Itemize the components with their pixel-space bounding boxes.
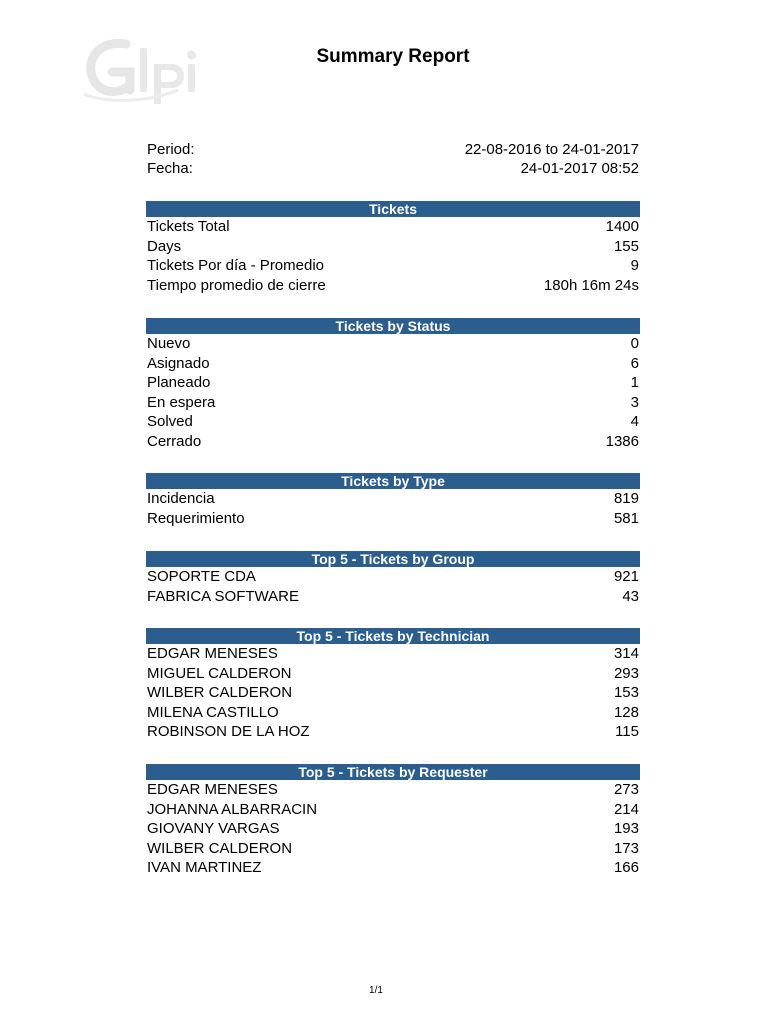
row-value: 314 xyxy=(613,645,639,662)
fecha-row xyxy=(147,159,639,179)
row-label: WILBER CALDERON xyxy=(147,684,293,701)
section-tickets-by-requester xyxy=(146,764,640,878)
row-label: FABRICA SOFTWARE xyxy=(147,587,299,605)
row-value: 921 xyxy=(613,568,639,585)
row-value: 43 xyxy=(622,587,639,605)
row-label: SOPORTE CDA xyxy=(147,568,256,585)
table-row xyxy=(146,276,640,296)
row-value: 819 xyxy=(613,490,639,507)
table-row xyxy=(146,703,640,723)
row-label: Incidencia xyxy=(147,490,215,507)
section-header: Top 5 - Tickets by Group xyxy=(146,551,640,567)
table-row xyxy=(146,489,640,509)
row-label: Planeado xyxy=(147,374,211,391)
section-tickets-by-technician xyxy=(146,628,640,742)
row-label: Solved xyxy=(147,413,193,430)
section-header: Tickets by Type xyxy=(146,473,640,489)
table-row xyxy=(146,683,640,703)
page-title: Summary Report xyxy=(316,46,470,67)
table-row xyxy=(146,780,640,800)
glpi-logo xyxy=(78,34,210,106)
period-value: 22-08-2016 to 24-01-2017 xyxy=(464,141,639,158)
row-label: WILBER CALDERON xyxy=(147,839,293,857)
table-row xyxy=(146,644,640,664)
row-label: EDGAR MENESES xyxy=(147,645,278,662)
table-row xyxy=(146,432,640,452)
row-label: Tickets Por día - Promedio xyxy=(147,257,325,274)
row-label: Nuevo xyxy=(147,335,191,352)
table-row xyxy=(146,664,640,684)
row-value: 155 xyxy=(613,237,639,255)
row-value: 115 xyxy=(615,723,639,740)
row-label: ROBINSON DE LA HOZ xyxy=(147,723,310,740)
section-header: Top 5 - Tickets by Technician xyxy=(146,628,640,644)
row-label: GIOVANY VARGAS xyxy=(147,820,280,837)
table-row xyxy=(146,819,640,839)
table-row xyxy=(146,217,640,237)
row-value: 6 xyxy=(630,354,639,372)
row-label: IVAN MARTINEZ xyxy=(147,859,262,876)
table-row xyxy=(146,412,640,432)
table-row xyxy=(146,800,640,820)
row-value: 1400 xyxy=(605,218,639,235)
row-value: 1386 xyxy=(605,432,639,450)
row-label: JOHANNA ALBARRACIN xyxy=(147,800,318,818)
section-tickets-by-group xyxy=(146,551,640,606)
table-row xyxy=(146,839,640,859)
section-header: Top 5 - Tickets by Requester xyxy=(146,764,640,780)
row-value: 153 xyxy=(613,684,639,701)
row-label: Tiempo promedio de cierre xyxy=(147,276,326,294)
table-row xyxy=(146,393,640,413)
row-value: 9 xyxy=(630,257,639,274)
row-label: Tickets Total xyxy=(147,218,230,235)
row-value: 581 xyxy=(613,509,639,527)
row-label: MIGUEL CALDERON xyxy=(147,664,292,682)
section-header: Tickets by Status xyxy=(146,318,640,334)
row-value: 193 xyxy=(613,820,639,837)
row-label: Asignado xyxy=(147,354,210,372)
row-label: EDGAR MENESES xyxy=(147,781,278,798)
row-value: 3 xyxy=(630,393,639,411)
row-value: 0 xyxy=(630,335,639,352)
row-value: 4 xyxy=(630,413,639,430)
row-label: Cerrado xyxy=(147,432,202,450)
row-value: 166 xyxy=(613,859,639,876)
table-row xyxy=(146,858,640,878)
fecha-value: 24-01-2017 08:52 xyxy=(520,160,639,177)
row-value: 180h 16m 24s xyxy=(543,276,639,294)
table-row xyxy=(146,373,640,393)
row-value: 1 xyxy=(630,374,639,391)
table-row xyxy=(146,237,640,257)
section-header: Tickets xyxy=(146,201,640,217)
period-row xyxy=(147,140,639,160)
row-label: Requerimiento xyxy=(147,509,245,527)
section-tickets-by-type xyxy=(146,473,640,528)
table-row xyxy=(146,722,640,742)
page-number: 1/1 xyxy=(369,985,383,996)
table-row xyxy=(146,334,640,354)
row-value: 128 xyxy=(613,703,639,721)
table-row xyxy=(146,256,640,276)
table-row xyxy=(146,509,640,529)
row-value: 214 xyxy=(613,800,639,818)
section-tickets xyxy=(146,201,640,295)
row-label: Days xyxy=(147,237,182,255)
row-label: En espera xyxy=(147,393,216,411)
table-row xyxy=(146,354,640,374)
row-label: MILENA CASTILLO xyxy=(147,703,279,721)
table-row xyxy=(146,567,640,587)
row-value: 273 xyxy=(613,781,639,798)
row-value: 173 xyxy=(613,839,639,857)
fecha-label: Fecha: xyxy=(147,160,193,177)
section-tickets-by-status xyxy=(146,318,640,451)
row-value: 293 xyxy=(613,664,639,682)
table-row xyxy=(146,587,640,607)
period-label: Period: xyxy=(147,141,195,158)
